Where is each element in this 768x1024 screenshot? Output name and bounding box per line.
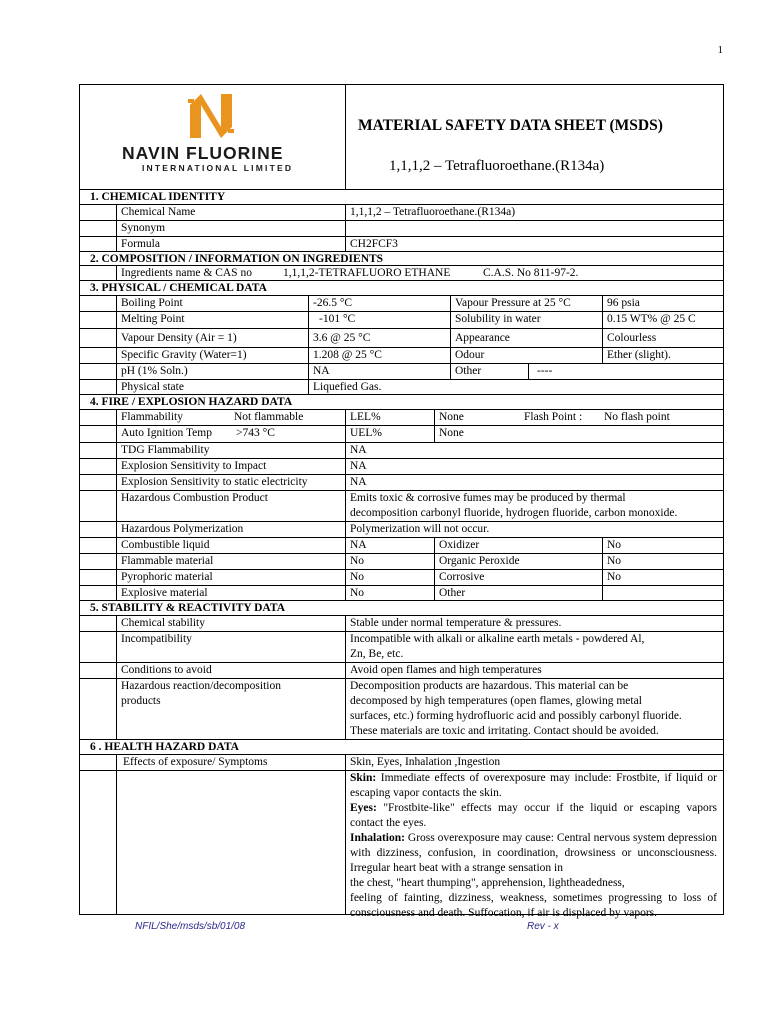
field-label: TDG Flammability	[116, 443, 209, 458]
text-line: These materials are toxic and irritating. Contact should be avoided.	[350, 725, 659, 737]
field-value: ----	[528, 364, 552, 379]
skin-text: Immediate effects of overexposure may include: Frostbite, if liquid or escaping vapor contacts the skin.	[350, 772, 717, 799]
text-line: Emits toxic & corrosive fumes may be produced by thermal	[350, 492, 626, 504]
skin-heading: Skin:	[350, 772, 377, 784]
field-value: -26.5 °C	[308, 296, 352, 311]
table-row	[80, 755, 723, 771]
field-value: Avoid open flames and high temperatures	[345, 663, 542, 678]
field-value	[602, 586, 607, 600]
table-row	[80, 266, 723, 281]
inhalation-text: Gross overexposure may cause: Central nervous system depression with dizziness, confusion, in coordination, drowsiness or unconsciousness. Irregular heart beat with a strange sensation in	[350, 832, 718, 874]
field-value: -101 °C	[308, 312, 355, 328]
table-row	[80, 538, 723, 554]
field-label: Flash Point :	[524, 411, 583, 423]
field-label: Physical state	[116, 380, 184, 394]
empty-cell	[116, 771, 121, 914]
inhalation-paragraph	[350, 831, 717, 876]
text-line: surfaces, etc.) forming hydrofluoric acid and possibly carbonyl fluoride.	[350, 710, 682, 722]
table-row	[80, 312, 723, 329]
msds-table	[79, 84, 724, 919]
field-label: Odour	[450, 348, 484, 363]
field-value: 96 psia	[602, 296, 640, 311]
field-value: Liquefied Gas.	[308, 380, 381, 394]
text-line: decomposed by high temperatures (open flames, glowing metal	[350, 695, 642, 707]
field-label: Chemical Name	[116, 205, 195, 220]
field-value: No	[345, 570, 364, 585]
field-value: NA	[345, 443, 367, 458]
field-value	[345, 632, 644, 662]
table-row	[80, 364, 723, 380]
text-line: Hazardous reaction/decomposition	[121, 680, 281, 692]
table-row	[80, 632, 723, 663]
document-title: MATERIAL SAFETY DATA SHEET (MSDS)	[358, 117, 663, 134]
text-line: decomposition carbonyl fluoride, hydrogen fluoride, carbon monoxide.	[350, 507, 678, 519]
navin-fluorine-logo-icon	[188, 91, 234, 141]
field-label: Vapour Pressure at 25 °C	[450, 296, 571, 311]
field-label: Chemical stability	[116, 616, 205, 631]
table-row	[80, 616, 723, 632]
field-label: Ingredients name & CAS no	[116, 266, 252, 280]
field-value: Not flammable	[234, 411, 304, 423]
table-row	[80, 443, 723, 459]
table-row	[80, 586, 723, 601]
text-line: feeling of fainting, dizziness, weakness, sometimes progressing to loss of consciousness and death. Suffocation, if air is displaced by vapors.	[350, 892, 717, 919]
field-label: Hazardous Polymerization	[116, 522, 243, 537]
field-label: Formula	[116, 237, 160, 251]
footer-doc-code: NFIL/She/msds/sb/01/08	[135, 921, 246, 932]
field-label: Explosion Sensitivity to Impact	[116, 459, 266, 474]
field-label: Effects of exposure/ Symptoms	[116, 755, 267, 770]
field-value: 1.208 @ 25 °C	[308, 348, 382, 363]
field-label: pH (1% Soln.)	[116, 364, 188, 379]
table-row	[80, 348, 723, 364]
field-label: Boiling Point	[116, 296, 183, 311]
field-value: NA	[308, 364, 330, 379]
field-label: Solubility in water	[450, 312, 541, 328]
table-row	[80, 237, 723, 252]
field-label: Explosion Sensitivity to static electricity	[116, 475, 308, 490]
field-label: Specific Gravity (Water=1)	[116, 348, 247, 363]
table-row	[80, 205, 723, 221]
field-label: UEL%	[345, 426, 382, 442]
footer-revision: Rev - x	[527, 921, 559, 932]
field-value: 1,1,1,2-TETRAFLUORO ETHANE	[283, 267, 451, 279]
table-row	[80, 410, 723, 426]
field-label: Vapour Density (Air = 1)	[116, 329, 237, 347]
table-row	[80, 491, 723, 522]
field-label: Hazardous Combustion Product	[116, 491, 268, 521]
field-value: Skin, Eyes, Inhalation ,Ingestion	[345, 755, 500, 770]
field-label: Appearance	[450, 329, 510, 347]
field-label: Conditions to avoid	[116, 663, 212, 678]
section-title: 6 . HEALTH HAZARD DATA	[90, 741, 239, 753]
section-title: 4. FIRE / EXPLOSION HAZARD DATA	[90, 396, 293, 408]
section-5-heading	[80, 601, 723, 616]
field-value: 0.15 WT% @ 25 C	[602, 312, 696, 328]
table-row	[80, 296, 723, 312]
field-label: Pyrophoric material	[116, 570, 213, 585]
eyes-paragraph	[350, 801, 717, 831]
table-row	[80, 426, 723, 443]
inhalation-heading: Inhalation:	[350, 832, 405, 844]
table-row	[80, 221, 723, 237]
eyes-heading: Eyes:	[350, 802, 377, 814]
table-row	[80, 380, 723, 395]
field-value: None	[434, 426, 464, 442]
field-label	[116, 679, 281, 739]
cas-number: C.A.S. No 811-97-2.	[483, 267, 579, 279]
field-label: Other	[434, 586, 465, 600]
health-hazard-details	[345, 771, 723, 919]
text-line: products	[121, 695, 161, 707]
field-value: No	[345, 586, 364, 600]
field-label: Corrosive	[434, 570, 484, 585]
field-label: Other	[450, 364, 481, 379]
text-line: Decomposition products are hazardous. This material can be	[350, 680, 629, 692]
field-value: No	[345, 554, 364, 569]
brand-name: NAVIN FLUORINE	[122, 143, 284, 163]
field-label: Oxidizer	[434, 538, 479, 553]
field-value: No	[602, 538, 621, 553]
field-value	[345, 491, 677, 521]
eyes-text: "Frostbite-like" effects may occur if the liquid or escaping vapors contact the eyes.	[350, 802, 717, 829]
table-row	[80, 554, 723, 570]
field-label: LEL%	[345, 410, 381, 425]
text-line: Zn, Be, etc.	[350, 648, 404, 660]
document-subtitle: 1,1,1,2 – Tetrafluoroethane.(R134a)	[389, 158, 605, 174]
page-number: 1	[717, 44, 723, 56]
field-value: 3.6 @ 25 °C	[308, 329, 370, 347]
section-title: 1. CHEMICAL IDENTITY	[90, 191, 226, 203]
section-2-heading	[80, 252, 723, 266]
section-4-heading	[80, 395, 723, 410]
skin-paragraph	[350, 771, 717, 801]
field-value: No	[602, 554, 621, 569]
field-label: Flammable material	[116, 554, 213, 569]
field-label: Synonym	[116, 221, 165, 236]
field-label: Combustible liquid	[116, 538, 210, 553]
field-label: Explosive material	[116, 586, 208, 600]
table-row	[80, 329, 723, 348]
company-logo	[80, 85, 346, 189]
section-1-heading	[80, 190, 723, 205]
field-label: Melting Point	[116, 312, 185, 328]
field-value: Ether (slight).	[602, 348, 671, 363]
table-row	[80, 522, 723, 538]
document-header	[80, 85, 723, 190]
text-line: Incompatible with alkali or alkaline earth metals - powdered Al,	[350, 633, 645, 645]
field-value: NA	[345, 475, 367, 490]
field-value: NA	[345, 459, 367, 474]
field-label: Incompatibility	[116, 632, 192, 662]
field-label: Flammability	[116, 410, 183, 425]
section-title: 3. PHYSICAL / CHEMICAL DATA	[90, 282, 267, 294]
field-value	[345, 679, 682, 739]
table-row	[80, 459, 723, 475]
table-row	[80, 663, 723, 679]
field-label: Auto Ignition Temp	[116, 426, 212, 442]
field-value: No	[602, 570, 621, 585]
field-value: CH2FCF3	[345, 237, 398, 251]
text-line: the chest, "heart thumping", apprehension, lightheadedness,	[350, 877, 625, 889]
table-row	[80, 475, 723, 491]
field-value: NA	[345, 538, 367, 553]
section-title: 2. COMPOSITION / INFORMATION ON INGREDIENTS	[90, 253, 384, 265]
field-value: No flash point	[604, 411, 670, 423]
table-row	[80, 570, 723, 586]
section-title: 5. STABILITY & REACTIVITY DATA	[90, 602, 286, 614]
field-label: Organic Peroxide	[434, 554, 520, 569]
field-value: Polymerization will not occur.	[345, 522, 489, 537]
field-value	[345, 221, 350, 236]
field-value: None	[434, 410, 464, 425]
field-value: Stable under normal temperature & pressures.	[345, 616, 561, 631]
table-row	[80, 679, 723, 740]
section-3-heading	[80, 281, 723, 296]
field-value: Colourless	[602, 329, 656, 347]
section-6-heading	[80, 740, 723, 755]
field-value: 1,1,1,2 – Tetrafluoroethane.(R134a)	[345, 205, 515, 220]
field-value: >743 °C	[236, 427, 275, 439]
brand-subname: INTERNATIONAL LIMITED	[142, 163, 294, 173]
table-row	[80, 771, 723, 919]
